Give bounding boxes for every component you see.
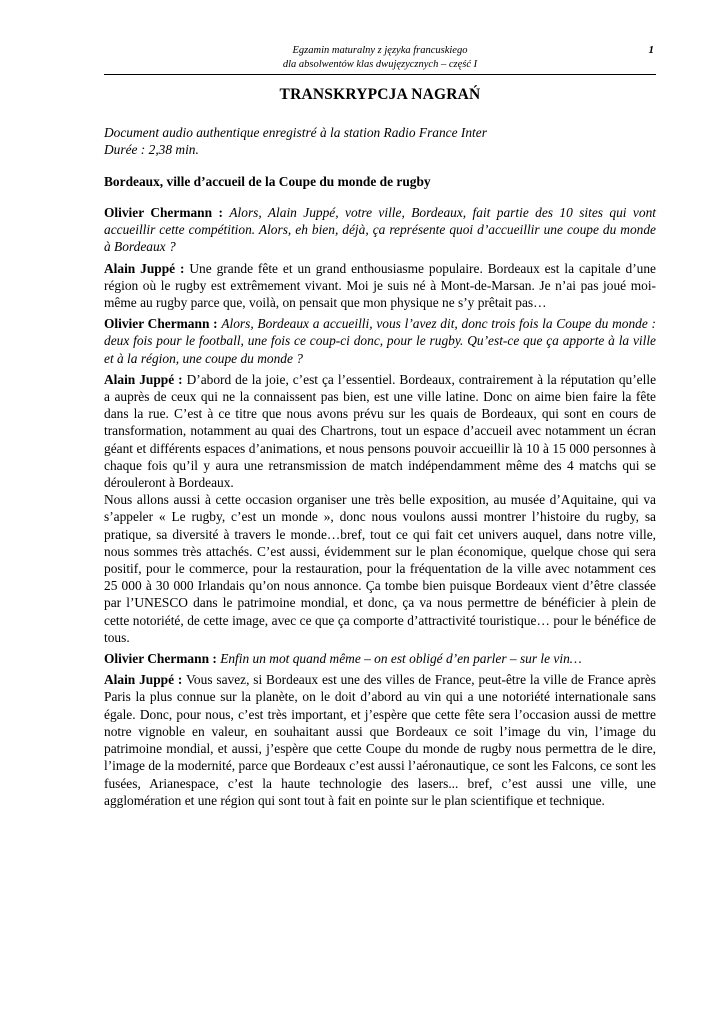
answer-text: Une grande fête et un grand enthousiasme populaire. Bordeaux est la capitale d’une région où le rugby est extrêmement vivant. Moi je suis né à Mont-de-Marsan. Je n’ai pas joué moi-même au rugby parce que, voilà, on pensait que mon physique ne s’y prêtait pas… xyxy=(104,260,656,311)
dialogue-turn-4 xyxy=(104,371,656,491)
section-title: Bordeaux, ville d’accueil de la Coupe du monde de rugby xyxy=(104,174,431,189)
audio-meta xyxy=(104,124,656,158)
speaker-name: Olivier Chermann : xyxy=(104,651,217,667)
speaker-name: Olivier Chermann : xyxy=(104,316,218,332)
dialogue-turn-1 xyxy=(104,204,656,256)
header-text xyxy=(104,44,656,72)
transcript-body xyxy=(104,204,656,813)
speaker-name: Alain Juppé : xyxy=(104,260,185,276)
audio-duration: Durée : 2,38 min. xyxy=(104,142,199,157)
question-text: Alors, Bordeaux a accueilli, vous l’avez dit, donc trois fois la Coupe du monde : deux fois pour le football, une fois ce coup-ci donc, pour le rugby. Qu’est-ce que ça apporte à la ville et à la région, une coupe du monde ? xyxy=(104,316,656,366)
dialogue-turn-3 xyxy=(104,315,656,367)
page-number: 1 xyxy=(648,44,654,56)
page-header xyxy=(104,44,656,75)
page-title: TRANSKRYPCJA NAGRAŃ xyxy=(279,86,481,103)
question-text: Enfin un mot quand même – on est obligé d’en parler – sur le vin… xyxy=(220,651,582,667)
dialogue-turn-6 xyxy=(104,671,656,809)
question-text: Alors, Alain Juppé, votre ville, Bordeaux, fait partie des 10 sites qui vont accueillir cette compétition. Alors, eh bien, déjà, ça représente quoi d’accueillir une coupe du monde à Bordeaux ? xyxy=(104,205,656,255)
speaker-name: Alain Juppé : xyxy=(104,371,183,387)
header-line-1: Egzamin maturalny z języka francuskiego xyxy=(292,45,468,56)
dialogue-turn-2 xyxy=(104,260,656,312)
dialogue-turn-5 xyxy=(104,650,656,667)
answer-text: D’abord de la joie, c’est ça l’essentiel. Bordeaux, contrairement à la réputation qu’elle a auprès de ceux qui ne la connaissent pas bien, est une ville latine. Donc on aime bien faire la fête dans la rue. C’est à ce titre que nous avons prévu sur les quais de Bordeaux, qui sont en cours de transformation, notamment au quai des Chartrons, tout un espace d’accueil avec notamment un écran géant et différents espaces d’animations, et nous pensons pouvoir accueillir là 10 à 15 000 personnes à chaque fois qu’il y aura une retransmission de match indépendamment même des 4 matchs qui se dérouleront à Bordeaux. xyxy=(104,371,657,491)
dialogue-turn-4-continuation: Nous allons aussi à cette occasion organiser une très belle exposition, au musée d’Aquitaine, qui va s’appeler « Le rugby, c’est un monde », donc nous voulons aussi montrer l’histoire du rugby, sa pratique, sa diversité à travers le monde…bref, tout ce qui fait cet univers auquel, dans notre ville, nous sommes très attachés. C’est aussi, évidemment sur le plan économique, quelque chose qui sera positif, pour le commerce, pour la restauration, pour la fréquentation de la ville avec notamment ces 25 000 à 30 000 Irlandais qu’on nous annonce. Ça tombe bien puisque Bordeaux vient d’être classée par l’UNESCO dans le patrimoine mondial, et donc, ça va nous permettre de bénéficier à plein de cette notoriété, de cette image, avec ce que ça comporte d’attractivité touristique… pour le bénéfice de tous. xyxy=(104,492,656,645)
speaker-name: Alain Juppé : xyxy=(104,672,183,688)
speaker-name: Olivier Chermann : xyxy=(104,205,223,220)
answer-text: Vous savez, si Bordeaux est une des villes de France, peut-être la ville de France après Paris la plus connue sur la planète, on le doit d’abord au vin qui a une notoriété internationale sans égale. Donc, pour nous, c’est très important, et j’espère que cette fête sera l’occasion aussi de mettre notre vignoble en valeur, en souhaitant aussi que Bordeaux ce soit l’image du vin, l’image du patrimoine mondial, et aussi, j’espère que cette Coupe du monde de rugby nous permettra de le dire, l’image de la modernité, parce que Bordeaux c’est aussi l’aéronautique, ce sont les Falcons, ce sont les fusées, Arianespace, c’est la haute technologie des lasers... bref, c’est aussi une ville, une agglomération et une région qui sont tout à fait en pointe sur le plan scientifique et technique. xyxy=(104,672,657,808)
header-line-2: dla absolwentów klas dwujęzycznych – część I xyxy=(282,59,478,70)
audio-source: Document audio authentique enregistré à la station Radio France Inter xyxy=(104,125,487,140)
